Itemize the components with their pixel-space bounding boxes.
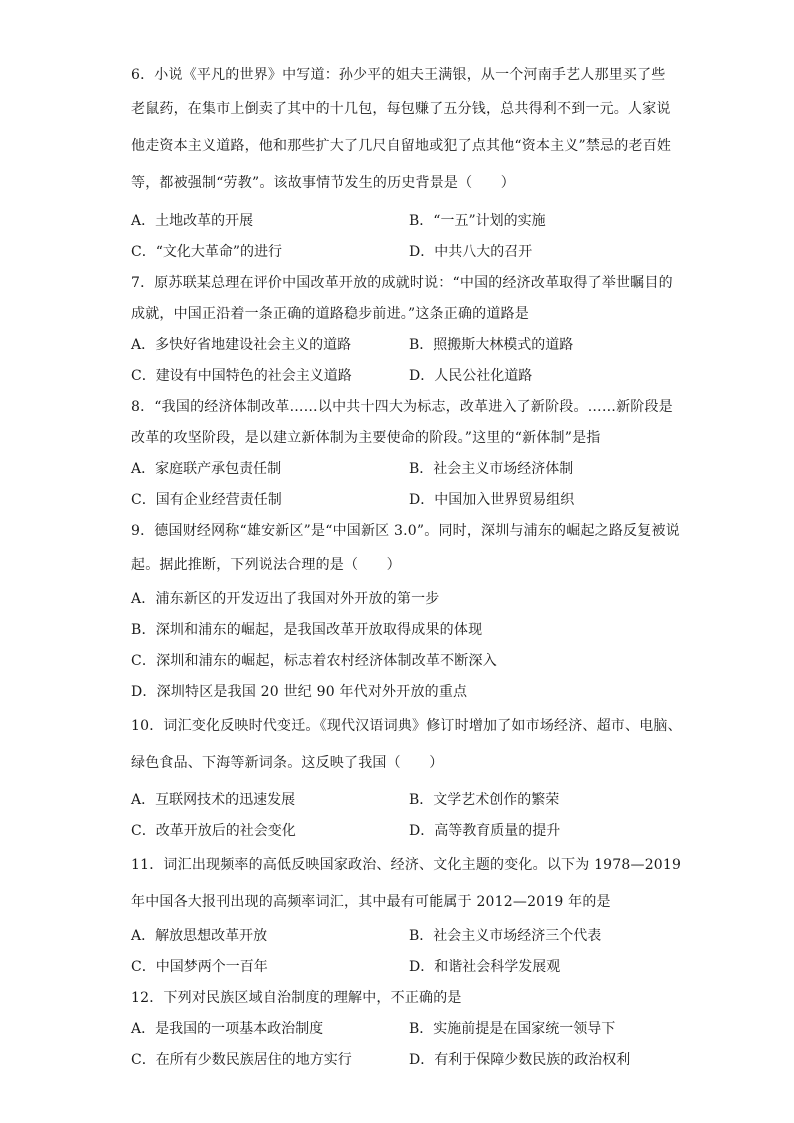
options-row (131, 485, 676, 516)
question-stem-line: 11．词汇出现频率的高低反映国家政治、经济、文化主题的变化。以下为 1978—2019 (131, 857, 682, 873)
option-b[interactable]: B．实施前提是在国家统一领导下 (409, 1021, 616, 1037)
options-row (131, 206, 676, 237)
options-row (131, 454, 676, 485)
option-a[interactable]: A．互联网技术的迅速发展 (131, 792, 296, 808)
options-row (131, 237, 676, 268)
option-c[interactable]: C．建设有中国特色的社会主义道路 (131, 368, 352, 384)
option-d[interactable]: D．深圳特区是我国 20 世纪 90 年代对外开放的重点 (131, 684, 468, 700)
option-a[interactable]: A．家庭联产承包责任制 (131, 461, 282, 477)
option-a[interactable]: A．解放思想改革开放 (131, 928, 268, 944)
option-a[interactable]: A．土地改革的开展 (131, 213, 254, 229)
options-row (131, 1014, 676, 1045)
question-stem-line: 6．小说《平凡的世界》中写道：孙少平的姐夫王满银，从一个河南手艺人那里买了些 (131, 67, 666, 83)
option-c[interactable]: C．在所有少数民族居住的地方实行 (131, 1052, 352, 1068)
option-d[interactable]: D．中共八大的召开 (409, 244, 533, 260)
question-stem-line: 7．原苏联某总理在评价中国改革开放的成就时说：“中国的经济改革取得了举世瞩目的 (131, 275, 673, 291)
option-b[interactable]: B．文学艺术创作的繁荣 (409, 792, 560, 808)
option-b[interactable]: B．深圳和浦东的崛起，是我国改革开放取得成果的体现 (131, 622, 483, 638)
options-row (131, 361, 676, 392)
question-stem-line: 他走资本主义道路，他和那些扩大了几尺自留地或犯了点其他“资本主义”禁忌的老百姓 (131, 138, 672, 154)
question-8 (131, 392, 676, 516)
question-11 (131, 847, 682, 983)
option-d[interactable]: D．有利于保障少数民族的政治权利 (409, 1052, 631, 1068)
question-9 (131, 516, 680, 708)
question-stem-line: 9．德国财经网称“雄安新区”是“中国新区 3.0”。同时，深圳与浦东的崛起之路反复被说 (131, 523, 680, 539)
exam-page (131, 60, 682, 1076)
question-stem-line: 10．词汇变化反映时代变迁。《现代汉语词典》修订时增加了如市场经济、超市、电脑、 (131, 718, 682, 734)
option-d[interactable]: D．人民公社化道路 (409, 368, 533, 384)
option-b[interactable]: B．社会主义市场经济体制 (409, 461, 574, 477)
question-stem-line: 起。据此推断，下列说法合理的是（ ） (131, 557, 401, 573)
question-stem-line: 成就，中国正沿着一条正确的道路稳步前进。”这条正确的道路是 (131, 306, 529, 322)
option-d[interactable]: D．高等教育质量的提升 (409, 823, 561, 839)
question-stem-line: 年中国各大报刊出现的高频率词汇，其中最有可能属于 2012—2019 年的是 (131, 894, 611, 910)
options-row (131, 785, 676, 816)
option-b[interactable]: B．照搬斯大林模式的道路 (409, 337, 574, 353)
option-c[interactable]: C．改革开放后的社会变化 (131, 823, 296, 839)
option-c[interactable]: C．“文化大革命”的进行 (131, 244, 283, 260)
option-b[interactable]: B．社会主义市场经济三个代表 (409, 928, 602, 944)
question-stem-line: 老鼠药，在集市上倒卖了其中的十几包，每包赚了五分钱，总共得利不到一元。人家说 (131, 101, 671, 117)
question-12 (131, 983, 676, 1076)
options-row (131, 1045, 676, 1076)
options-row (131, 952, 676, 983)
option-a[interactable]: A．浦东新区的开发迈出了我国对外开放的第一步 (131, 591, 440, 607)
option-d[interactable]: D．和谐社会科学发展观 (409, 959, 561, 975)
question-6 (131, 60, 676, 268)
question-stem-line: 改革的攻坚阶段，是以建立新体制为主要使命的阶段。”这里的“新体制”是指 (131, 430, 601, 446)
question-stem-line: 绿色食品、下海等新词条。这反映了我国（ ） (131, 755, 444, 771)
option-b[interactable]: B．“一五”计划的实施 (409, 213, 546, 229)
option-a[interactable]: A．是我国的一项基本政治制度 (131, 1021, 324, 1037)
question-stem-line: 12．下列对民族区域自治制度的理解中，不正确的是 (131, 990, 462, 1006)
option-c[interactable]: C．中国梦两个一百年 (131, 959, 268, 975)
option-c[interactable]: C．深圳和浦东的崛起，标志着农村经济体制改革不断深入 (131, 653, 497, 669)
option-a[interactable]: A．多快好省地建设社会主义的道路 (131, 337, 352, 353)
question-stem-line: 8．“我国的经济体制改革……以中共十四大为标志，改革进入了新阶段。……新阶段是 (131, 399, 673, 415)
options-row (131, 921, 676, 952)
options-row (131, 330, 676, 361)
question-stem-line: 等，都被强制“劳教”。该故事情节发生的历史背景是（ ） (131, 175, 515, 191)
option-d[interactable]: D．中国加入世界贸易组织 (409, 492, 575, 508)
option-c[interactable]: C．国有企业经营责任制 (131, 492, 282, 508)
question-7 (131, 268, 676, 392)
question-10 (131, 708, 682, 847)
options-row (131, 816, 676, 847)
